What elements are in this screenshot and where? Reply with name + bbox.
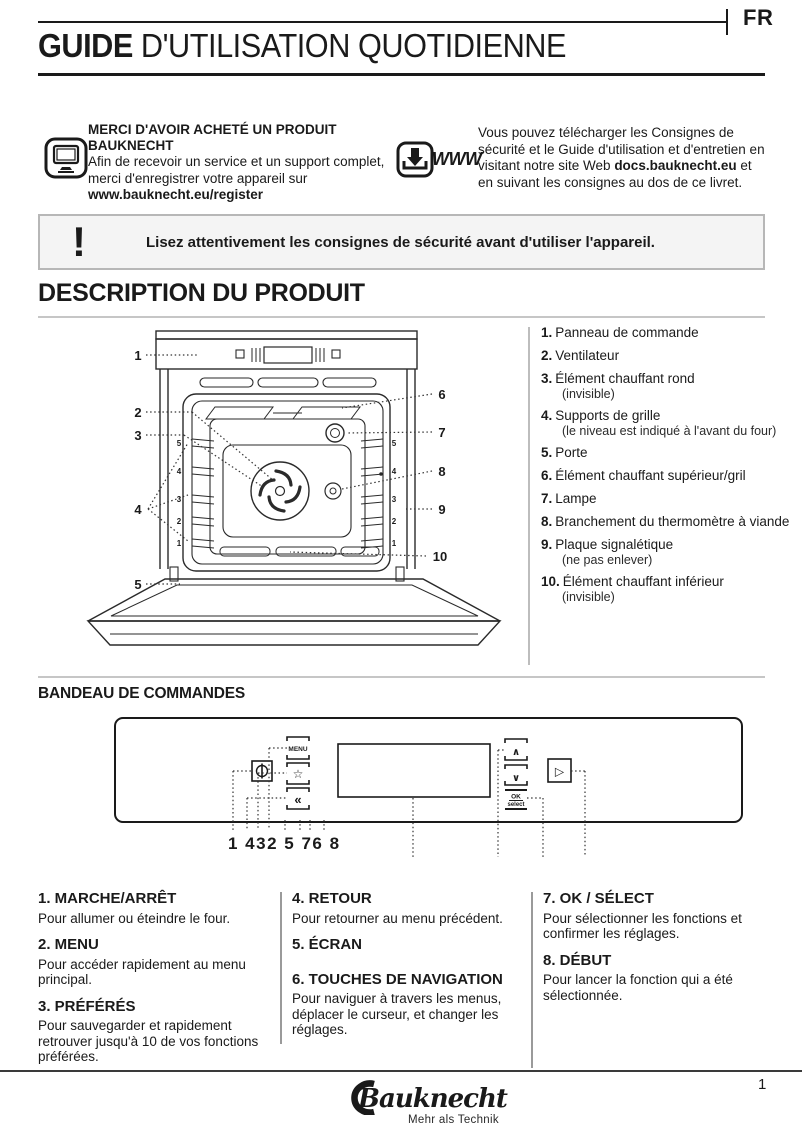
monitor-icon [44, 137, 88, 179]
shelf-left-4: 4 [176, 467, 182, 476]
header-rule-tick [726, 9, 728, 35]
callout-6: 6 [438, 387, 446, 402]
oven-door [88, 579, 500, 645]
item-note: (ne pas enlever) [562, 553, 653, 567]
download-body-after: et en suivant les consignes au dos de ce livret. [478, 158, 752, 190]
legend-block [38, 999, 276, 1065]
item-note: (invisible) [562, 387, 615, 401]
menu-button-label: MENU [288, 746, 308, 753]
download-block-icon [396, 141, 481, 178]
shelf-racks [192, 439, 383, 548]
callout-2: 2 [134, 405, 142, 420]
legend-title: 8. DÉBUT [543, 951, 612, 969]
fan [251, 462, 309, 520]
legend-title: 7. OK / SÉLECT [543, 890, 654, 907]
item-label: Lampe [555, 491, 597, 506]
register-body-text: Afin de recevoir un service et un support complet, merci d'enregistrer votre appareil sur [88, 154, 385, 186]
item-label: Porte [555, 445, 588, 460]
item-num: 9. [541, 537, 553, 552]
list-item [541, 325, 800, 341]
item-num: 6. [541, 468, 553, 483]
shelf-left-2: 2 [176, 517, 182, 526]
legend-body: Pour allumer ou éteindre le four. [38, 910, 231, 926]
up-icon: ∧ [511, 747, 521, 758]
item-label: Panneau de commande [555, 325, 699, 340]
page-title-bold: GUIDE [38, 27, 133, 64]
callout-5: 5 [134, 577, 142, 592]
grill-element [206, 407, 360, 419]
list-item [541, 408, 800, 438]
item-label: Élément chauffant rond [555, 371, 695, 386]
download-block [478, 125, 770, 191]
item-num: 8. [541, 514, 553, 529]
product-parts-list [541, 325, 800, 611]
callout-4: 4 [134, 502, 142, 517]
probe-socket [325, 483, 341, 499]
bauknecht-logo-icon [344, 1079, 514, 1115]
list-item [541, 491, 800, 507]
download-icon [396, 141, 434, 178]
legend-body: Pour naviguer à travers les menus, déplacer le curseur, et changer les réglages. [292, 991, 502, 1037]
legend-title: 2. MENU [38, 936, 99, 953]
legend-title: 3. PRÉFÉRÉS [38, 997, 136, 1015]
item-label: Ventilateur [555, 348, 620, 363]
ok-button-label: OK [511, 793, 521, 801]
callout-9: 9 [438, 502, 446, 517]
register-url: www.bauknecht.eu/register [88, 187, 264, 202]
shelf-right-3: 3 [391, 495, 397, 504]
page-title-rest: D'UTILISATION QUOTIDIENNE [132, 27, 567, 64]
callout-10: 10 [432, 549, 448, 564]
lamp [326, 424, 344, 442]
list-item [541, 514, 800, 530]
product-section-rule [38, 316, 765, 318]
register-heading-line2: BAUKNECHT [88, 138, 174, 153]
oven-diagram [80, 319, 530, 671]
shelf-right-2: 2 [391, 517, 397, 526]
shelf-right-4: 4 [391, 467, 397, 476]
shelf-right-5: 5 [391, 439, 397, 448]
legend-block [38, 891, 276, 926]
legend-body: Pour sauvegarder et rapidement retrouver jusqu'à 10 de vos fonctions préférées. [38, 1018, 259, 1064]
download-body-text: Vous pouvez télécharger les Consignes de sécurité et le Guide d'utilisation et d'entretien en visitant notre site Web [478, 125, 765, 173]
callout-8: 8 [438, 464, 446, 479]
controls-section-rule [38, 676, 765, 678]
shelf-left-3: 3 [176, 495, 182, 504]
legend-block [292, 972, 524, 1038]
item-label: Plaque signalétique [555, 537, 674, 552]
footer-rule [0, 1070, 802, 1072]
brand-tagline: Mehr als Technik [408, 1114, 499, 1126]
language-badge: FR [743, 5, 774, 30]
item-label: Supports de grille [555, 408, 661, 423]
www-label: WWW [432, 149, 482, 169]
favorites-icon: ☆ [292, 767, 304, 781]
display-screen [338, 744, 490, 797]
legend-title: 6. TOUCHES DE NAVIGATION [292, 970, 503, 988]
legend-divider-1 [280, 892, 282, 1044]
oven-display [264, 347, 312, 363]
legend-block [543, 891, 769, 942]
register-block [88, 122, 391, 204]
legend-column-3 [543, 891, 769, 1014]
back-icon: « [294, 792, 302, 807]
legend-block [38, 937, 276, 988]
legend-title: 1. MARCHE/ARRÊT [38, 890, 177, 907]
section-title-controls: BANDEAU DE COMMANDES [38, 685, 245, 702]
legend-body: Pour lancer la fonction qui a été sélectionnée. [543, 972, 733, 1003]
legend-block [292, 937, 524, 953]
legend-divider-2 [531, 892, 533, 1068]
legend-title: 4. RETOUR [292, 890, 372, 907]
shelf-right-1: 1 [391, 539, 397, 548]
header-rule [38, 21, 726, 23]
item-num: 3. [541, 371, 553, 386]
item-num: 10. [541, 574, 560, 589]
panel-numbers-row: 1 432 5 76 8 [228, 834, 341, 853]
legend-column-1 [38, 891, 276, 1076]
legend-block [543, 953, 769, 1004]
list-item [541, 537, 800, 567]
item-num: 4. [541, 408, 553, 423]
legend-body: Pour accéder rapidement au menu principal. [38, 956, 246, 987]
legend-block [292, 891, 524, 926]
legend-column-2 [292, 891, 524, 1049]
item-num: 2. [541, 348, 553, 363]
callout-1: 1 [134, 348, 142, 363]
shelf-left-1: 1 [176, 539, 182, 548]
oven-control-band [156, 339, 417, 369]
shelf-left-5: 5 [176, 439, 182, 448]
select-button-label: select [507, 802, 525, 808]
brand-logo-text: Bauknecht [358, 1084, 507, 1114]
diagram-leader-lines [146, 355, 432, 584]
item-note: (invisible) [562, 590, 615, 604]
warning-text: Lisez attentivement les consignes de sécurité avant d'utiliser l'appareil. [146, 233, 655, 251]
list-item [541, 445, 800, 461]
oven-top-strip [156, 331, 417, 339]
legend-body: Pour sélectionner les fonctions et confirmer les réglages. [543, 910, 742, 941]
list-item [541, 574, 800, 604]
title-underline [38, 73, 765, 76]
brand-logo [344, 1079, 514, 1126]
list-item [541, 468, 800, 484]
diagram-list-divider [528, 327, 530, 665]
download-url: docs.bauknecht.eu [614, 158, 737, 173]
callout-7: 7 [438, 425, 446, 440]
callout-3: 3 [134, 428, 142, 443]
control-panel-diagram [100, 712, 765, 862]
item-num: 7. [541, 491, 553, 506]
list-item [541, 371, 800, 401]
register-heading-line1: MERCI D'AVOIR ACHETÉ UN PRODUIT [88, 122, 337, 137]
page-number: 1 [758, 1076, 767, 1093]
item-label: Élément chauffant inférieur [562, 574, 724, 589]
item-num: 5. [541, 445, 553, 460]
item-num: 1. [541, 325, 553, 340]
section-title-product: DESCRIPTION DU PRODUIT [38, 279, 365, 307]
item-note: (le niveau est indiqué à l'avant du four) [562, 424, 777, 438]
warning-box: ! Lisez attentivement les consignes de sécurité avant d'utiliser l'appareil. [38, 214, 765, 270]
list-item [541, 348, 800, 364]
item-label: Élément chauffant supérieur/gril [555, 468, 746, 483]
register-body [88, 154, 391, 204]
down-icon: ∨ [511, 773, 521, 784]
start-icon: ▷ [554, 764, 565, 779]
page-title [38, 27, 566, 65]
legend-title: 5. ÉCRAN [292, 936, 363, 953]
item-label: Branchement du thermomètre à viande [555, 514, 790, 529]
legend-body: Pour retourner au menu précédent. [292, 910, 503, 926]
